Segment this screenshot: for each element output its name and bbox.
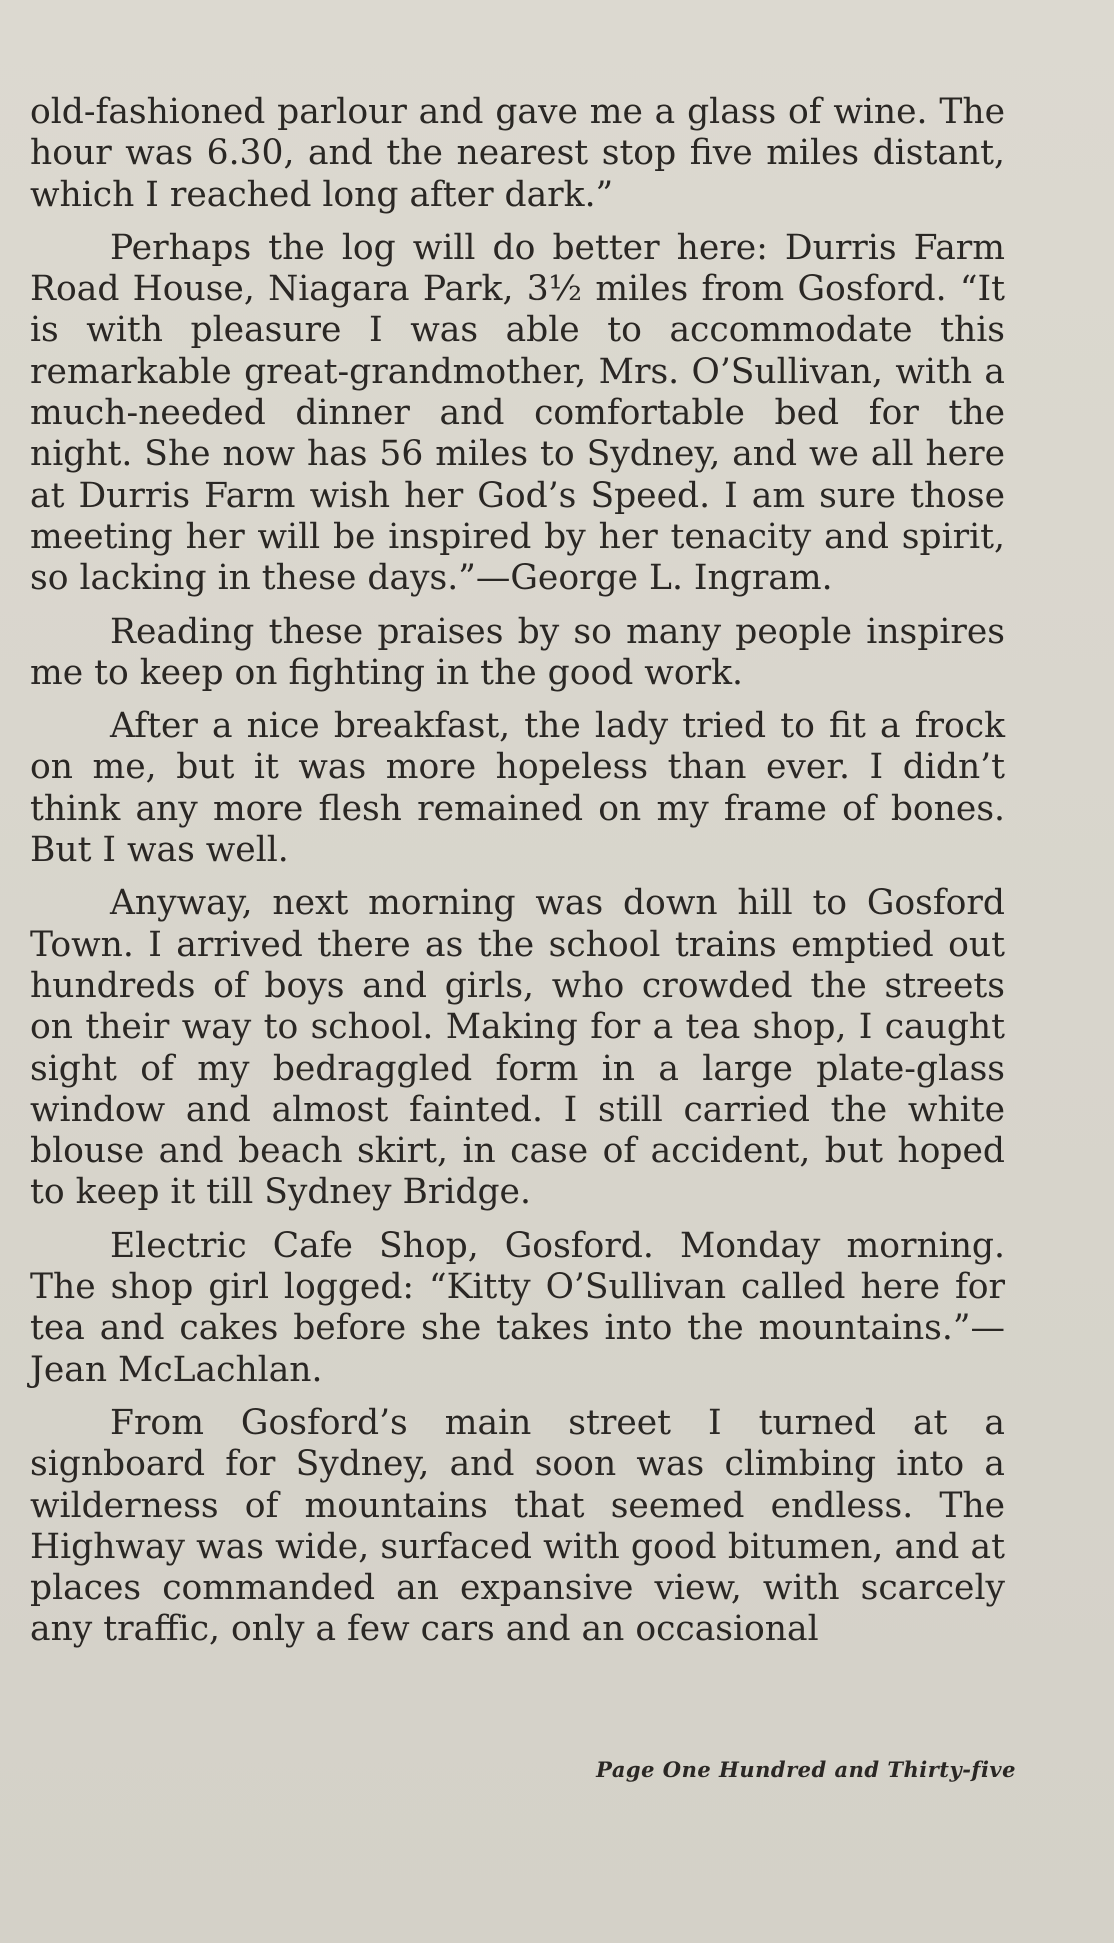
paragraph-3: Reading these praises by so many people inspires me to keep on fighting in the good work. [30,611,1005,693]
paragraph-4: After a nice breakfast, the lady tried to fit a frock on me, but it was more hopeless than ever. I didn’t think any more flesh remained on my frame of bones. But I was well. [30,706,1005,871]
paragraph-1: old-fashioned parlour and gave me a glass of wine. The hour was 6.30, and the nearest stop five miles distant, which I reached long after dark.” [30,92,1005,215]
paragraph-5: Anyway, next morning was down hill to Gosford Town. I arrived there as the school trains emptied out hundreds of boys and girls, who crowded the streets on their way to school. Making for a tea shop, I caught sight of my bedraggled form in a large plate-glass window and almost fainted. I still carried the white blouse and beach skirt, in case of accident, but hoped to keep it till Sydney Bridge. [30,883,1005,1213]
paragraph-7: From Gosford’s main street I turned at a signboard for Sydney, and soon was climbing into a wilderness of mountains that seemed endless. The Highway was wide, surfaced with good bitumen, and at places commanded an expansive view, with scarcely any traffic, only a few cars and an occasional [30,1402,1005,1650]
body-text [30,92,1005,1663]
paragraph-2: Perhaps the log will do better here: Durris Farm Road House, Niagara Park, 3½ miles from Gosford. “It is with pleasure I was able to accommodate this remarkable great-grandmother, Mrs. O’Sullivan, with a much-needed dinner and comfortable bed for the night. She now has 56 miles to Sydney, and we all here at Durris Farm wish her God’s Speed. I am sure those meeting her will be inspired by her tenacity and spirit, so lacking in these days.”—George L. Ingram. [30,227,1005,599]
page-number-footer: Page One Hundred and Thirty-five [596,1757,1016,1782]
paragraph-6: Electric Cafe Shop, Gosford. Monday morning. The shop girl logged: “Kitty O’Sullivan called here for tea and cakes before she takes into the mountains.”—Jean McLachlan. [30,1225,1005,1390]
